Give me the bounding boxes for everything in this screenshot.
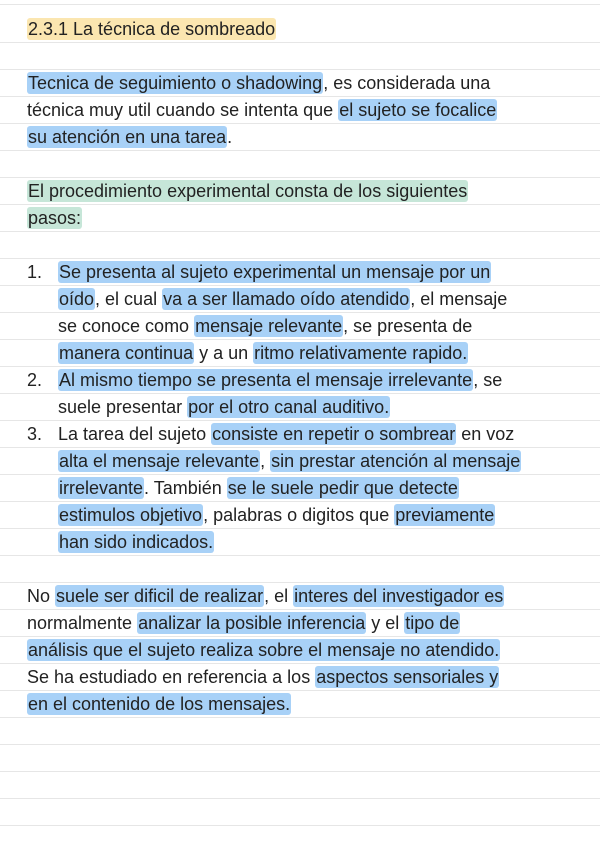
section-heading [27, 16, 587, 43]
blank-line [27, 232, 587, 259]
list-number: 3. [27, 424, 43, 444]
list-item: 3. La tarea del sujeto consiste en repetir o sombrear en voz alta el mensaje relevante, sin prestar atención al mensaje irrelevante. También se le suele pedir que detecte estimulos objetivo, palabras o digitos que previamente han sido indicados. [27, 421, 587, 556]
paragraph-procedure-intro: El procedimiento experimental consta de los siguientes pasos: [28, 181, 468, 228]
blank-line [27, 43, 587, 70]
heading-highlight: 2.3.1 La técnica de sombreado [28, 19, 276, 39]
list-number: 2. [27, 370, 43, 390]
notes-page [27, 16, 587, 718]
list-item: 2. Al mismo tiempo se presenta el mensaje irrelevante, se suele presentar por el otro canal auditivo. [27, 367, 587, 421]
blank-line [27, 556, 587, 583]
paragraph-conclusion: No suele ser dificil de realizar, el interes del investigador es normalmente analizar la posible inferencia y el tipo de análisis que el sujeto realiza sobre el mensaje no atendido. Se ha estudiado en referencia a los aspectos sensoriales y en el contenido de los mensajes. [27, 586, 504, 714]
list-number: 1. [27, 262, 43, 282]
steps-list [27, 259, 587, 556]
paragraph-shadowing-definition: Tecnica de seguimiento o shadowing, es considerada una técnica muy util cuando se intenta que el sujeto se focalice su atención en una tarea. [27, 73, 497, 147]
list-item: 1. Se presenta al sujeto experimental un mensaje por un oído, el cual va a ser llamado oído atendido, el mensaje se conoce como mensaje relevante, se presenta de manera continua y a un ritmo relativamente rapido. [27, 259, 587, 367]
blank-line [27, 151, 587, 178]
